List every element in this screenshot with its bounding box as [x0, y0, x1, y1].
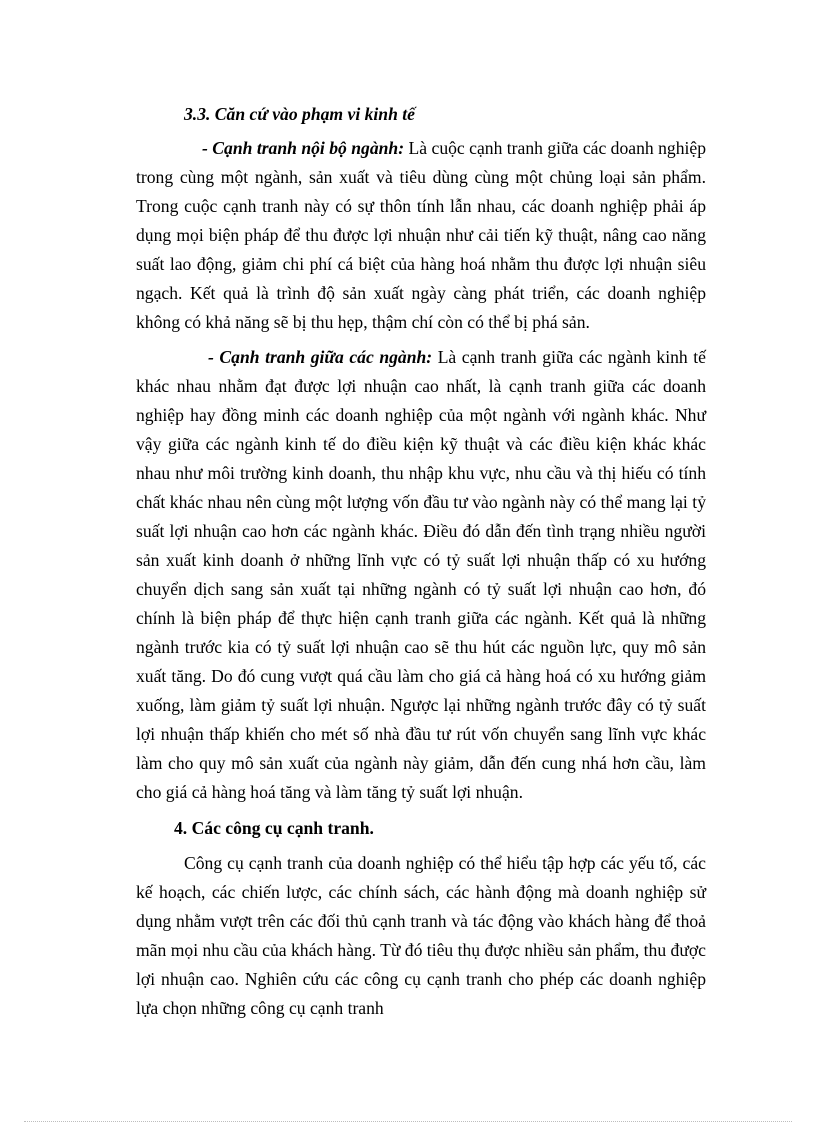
paragraph-body-inter-industry-competition: Là cạnh tranh giữa các ngành kinh tế khác nhau nhằm đạt được lợi nhuận cao nhất, là cạnh tranh giữa các doanh nghiệp hay đồng minh các doanh nghiệp của một ngành với ngành khác. Như vậy giữa các ngành kinh tế do điều kiện kỹ thuật và các điều kiện khác khác nhau như môi trường kinh doanh, thu nhập khu vực, nhu cầu và thị hiếu có tính chất khác nhau nên cùng một lượng vốn đầu tư vào ngành này có thể mang lại tỷ suất lợi nhuận cao hơn các ngành khác. Điều đó dẫn đến tình trạng nhiều người sản xuất kinh doanh ở những lĩnh vực có tỷ suất lợi nhuận thấp có xu hướng chuyển dịch sang sản xuất tại những ngành có tỷ suất lợi nhuận cao hơn, đó chính là biện pháp để thực hiện cạnh tranh giữa các ngành. Kết quả là những ngành trước kia có tỷ suất lợi nhuận cao sẽ thu hút các nguồn lực, quy mô sản xuất tăng. Do đó cung vượt quá cầu làm cho giá cả hàng hoá có xu hướng giảm xuống, làm giảm tỷ suất lợi nhuận. Ngược lại những ngành trước đây có tỷ suất lợi nhuận thấp khiến cho mét số nhà đầu tư rút vốn chuyển sang lĩnh vực khác làm cho quy mô sản xuất của ngành này giảm, dẫn đến cung nhá hơn cầu, làm cho giá cả hàng hoá tăng và làm tăng tỷ suất lợi nhuận. — [136, 347, 706, 802]
page-bottom-divider — [24, 1121, 792, 1122]
paragraph-body-internal-competition: Là cuộc cạnh tranh giữa các doanh nghiệp trong cùng một ngành, sản xuất và tiêu dùng cùng một chủng loại sản phẩm. Trong cuộc cạnh tranh này có sự thôn tính lẫn nhau, các doanh nghiệp phải áp dụng mọi biện pháp để thu được lợi nhuận như cải tiến kỹ thuật, nâng cao năng suất lao động, giảm chi phí cá biệt của hàng hoá nhằm thu được lợi nhuận siêu ngạch. Kết quả là trình độ sản xuất ngày càng phát triển, các doanh nghiệp không có khả năng sẽ bị thu hẹp, thậm chí còn có thể bị phá sản. — [136, 138, 706, 332]
paragraph-lead-inter-industry-competition: - Cạnh tranh giữa các ngành: — [208, 347, 433, 367]
section-4-heading: 4. Các công cụ cạnh tranh. — [174, 818, 374, 838]
paragraph-lead-internal-competition: - Cạnh tranh nội bộ ngành: — [202, 138, 405, 158]
paragraph-internal-competition — [136, 134, 706, 337]
paragraph-inter-industry-competition — [136, 343, 706, 807]
document-page — [136, 98, 706, 1029]
paragraph-competition-tools: Công cụ cạnh tranh của doanh nghiệp có thể hiểu tập hợp các yếu tố, các kế hoạch, các chiến lược, các chính sách, các hành động mà doanh nghiệp sử dụng nhằm vượt trên các đối thủ cạnh tranh và tác động vào khách hàng để thoả mãn mọi nhu cầu của khách hàng. Từ đó tiêu thụ được nhiều sản phẩm, thu được lợi nhuận cao. Nghiên cứu các công cụ cạnh tranh cho phép các doanh nghiệp lựa chọn những công cụ cạnh tranh — [136, 853, 706, 1018]
section-3-3-heading: 3.3. Căn cứ vào phạm vi kinh tế — [184, 104, 415, 124]
